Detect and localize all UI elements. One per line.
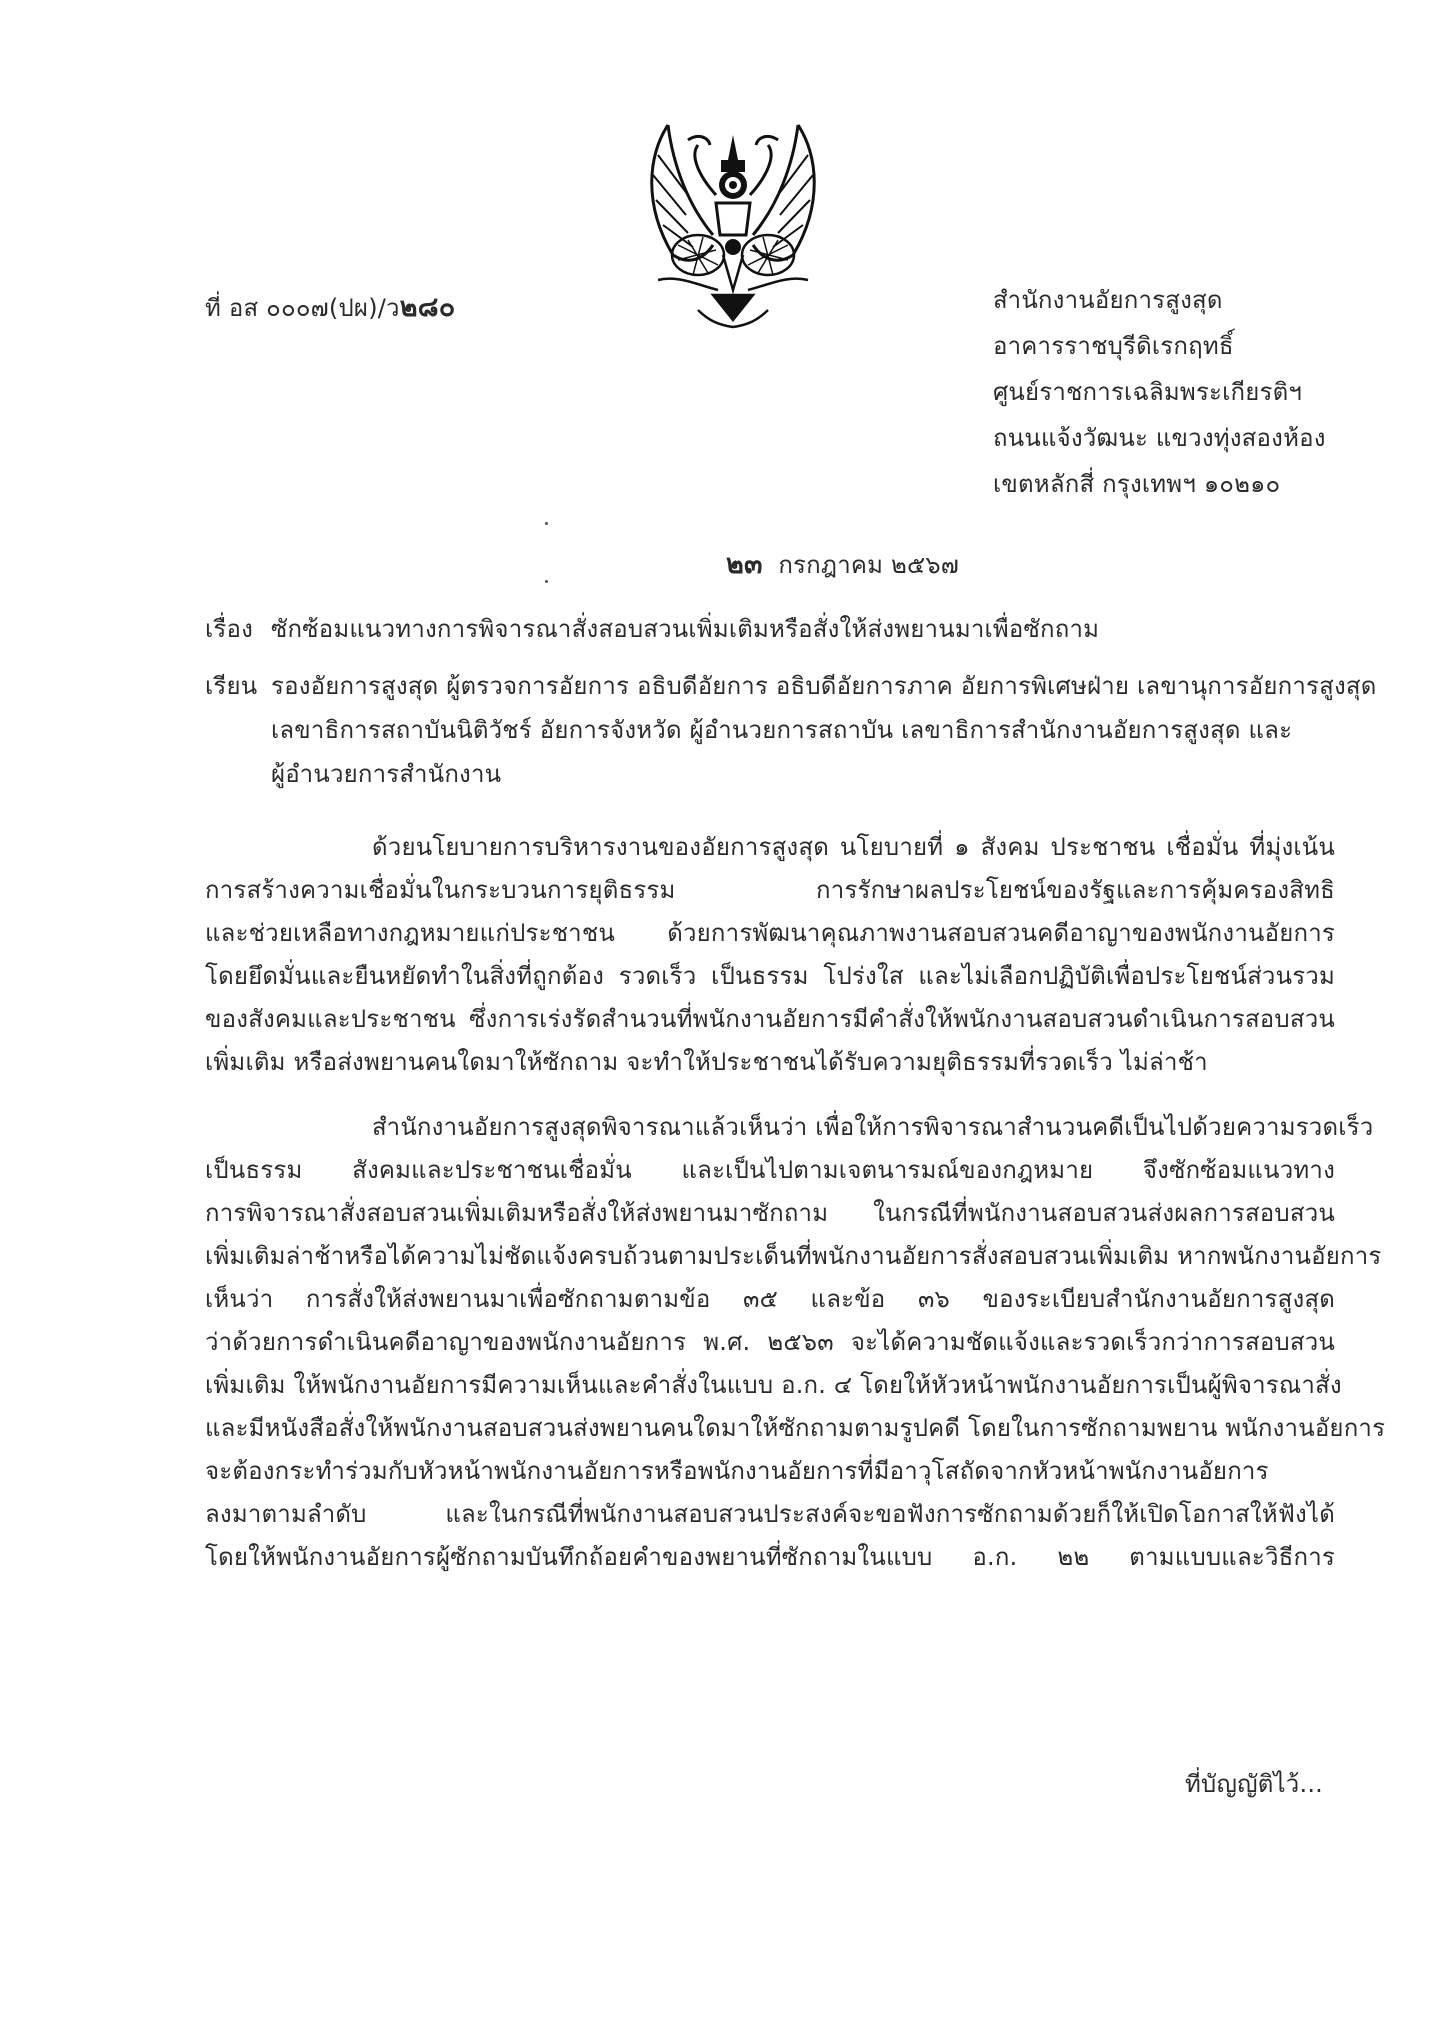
paragraph-line: และช่วยเหลือทางกฎหมายแก่ประชาชน ด้วยการพัฒนาคุณภาพงานสอบสวนคดีอาญาของพนักงานอัยการ	[205, 919, 1335, 947]
continuation-note: ที่บัญญัติไว้...	[1185, 1770, 1323, 1798]
paragraph-line: เพิ่มเติม ให้พนักงานอัยการมีความเห็นและคำสั่งในแบบ อ.ก. ๔ โดยให้หัวหน้าพนักงานอัยการเป็นผู้พิจารณาสั่ง	[205, 1371, 1342, 1399]
paragraph-line: เพิ่มเติม หรือส่งพยานคนใดมาให้ซักถาม จะทำให้ประชาชนได้รับความยุติธรรมที่รวดเร็ว ไม่ล่าช้า	[205, 1048, 1208, 1076]
paragraph-line: การพิจารณาสั่งสอบสวนเพิ่มเติมหรือสั่งให้ส่งพยานมาซักถาม ในกรณีที่พนักงานสอบสวนส่งผลการสอบสวน	[205, 1199, 1335, 1227]
address-line: เขตหลักสี่ กรุงเทพฯ ๑๐๒๑๐	[993, 470, 1281, 498]
scan-speck	[545, 580, 548, 583]
paragraph-line: ด้วยนโยบายการบริหารงานของอัยการสูงสุด นโยบายที่ ๑ สังคม ประชาชน เชื่อมั่น ที่มุ่งเน้น	[372, 833, 1335, 861]
subject-line	[205, 607, 1099, 651]
scan-speck	[545, 522, 548, 525]
document-number-value: ๒๘๐	[399, 292, 456, 323]
paragraph-line: จะต้องกระทำร่วมกับหัวหน้าพนักงานอัยการหรือพนักงานอัยการที่มีอาวุโสถัดจากหัวหน้าพนักงานอัยการ	[205, 1457, 1269, 1485]
date-day: ๒๓	[726, 549, 763, 580]
recipient-label: เรียน	[205, 672, 258, 700]
address-line: สำนักงานอัยการสูงสุด	[993, 286, 1223, 314]
paragraph-line: โดยยึดมั่นและยืนหยัดทำในสิ่งที่ถูกต้อง รวดเร็ว เป็นธรรม โปร่งใส และไม่เลือกปฏิบัติเพื่อประโยชน์ส่วนรวม	[205, 962, 1335, 990]
paragraph-line: โดยให้พนักงานอัยการผู้ซักถามบันทึกถ้อยคำของพยานที่ซักถามในแบบ อ.ก. ๒๒ ตามแบบและวิธีการ	[205, 1543, 1335, 1571]
paragraph-line: สำนักงานอัยการสูงสุดพิจารณาแล้วเห็นว่า เพื่อให้การพิจารณาสำนวนคดีเป็นไปด้วยความรวดเร็ว	[372, 1113, 1374, 1141]
paragraph-line: เป็นธรรม สังคมและประชาชนเชื่อมั่น และเป็นไปตามเจตนารมณ์ของกฎหมาย จึงซักซ้อมแนวทาง	[205, 1156, 1335, 1184]
document-number-prefix: ที่ อส ๐๐๐๗(ปผ)/ว	[205, 294, 400, 322]
paragraph-line: ว่าด้วยการดำเนินคดีอาญาของพนักงานอัยการ พ.ศ. ๒๕๖๓ จะได้ความชัดแจ้งและรวดเร็วกว่าการสอบสวน	[205, 1328, 1335, 1356]
recipient-line: เลขาธิการสถาบันนิติวัชร์ อัยการจังหวัด ผู้อำนวยการสถาบัน เลขาธิการสำนักงานอัยการสูงสุด และ	[271, 716, 1293, 744]
body-paragraph-1	[205, 825, 1335, 1083]
recipient-line: รองอัยการสูงสุด ผู้ตรวจการอัยการ อธิบดีอัยการ อธิบดีอัยการภาค อัยการพิเศษฝ่าย เลขานุการอัยการสูงสุด	[271, 672, 1377, 700]
paragraph-line: และมีหนังสือสั่งให้พนักงานสอบสวนส่งพยานคนใดมาให้ซักถามตามรูปคดี โดยในการซักถามพยาน พนักงานอัยการ	[205, 1414, 1386, 1442]
address-line: ถนนแจ้งวัฒนะ แขวงทุ่งสองห้อง	[993, 424, 1326, 452]
paragraph-line: ของสังคมและประชาชน ซึ่งการเร่งรัดสำนวนที่พนักงานอัยการมีคำสั่งให้พนักงานสอบสวนดำเนินการสอบสวน	[205, 1005, 1335, 1033]
address-line: ศูนย์ราชการเฉลิมพระเกียรติฯ	[993, 378, 1303, 406]
document-date	[726, 543, 959, 587]
subject-label: เรื่อง	[205, 615, 254, 643]
sender-address	[993, 278, 1326, 508]
document-number	[205, 286, 455, 330]
garuda-emblem-icon	[628, 115, 838, 330]
paragraph-line: เพิ่มเติมล่าช้าหรือได้ความไม่ชัดแจ้งครบถ้วนตามประเด็นที่พนักงานอัยการสั่งสอบสวนเพิ่มเติม หากพนักงานอัยการ	[205, 1242, 1382, 1270]
subject-text: ซักซ้อมแนวทางการพิจารณาสั่งสอบสวนเพิ่มเติมหรือสั่งให้ส่งพยานมาเพื่อซักถาม	[271, 615, 1100, 643]
recipient-line: ผู้อำนวยการสำนักงาน	[271, 760, 502, 788]
body-paragraph-2	[205, 1105, 1386, 1578]
recipient-block	[205, 664, 1377, 796]
paragraph-line: ลงมาตามลำดับ และในกรณีที่พนักงานสอบสวนประสงค์จะขอฟังการซักถามด้วยก็ให้เปิดโอกาสให้ฟังได้	[205, 1500, 1335, 1528]
date-month-year: กรกฎาคม ๒๕๖๗	[778, 551, 960, 579]
paragraph-line: การสร้างความเชื่อมั่นในกระบวนการยุติธรรม การรักษาผลประโยชน์ของรัฐและการคุ้มครองสิทธิ	[205, 876, 1335, 904]
paragraph-line: เห็นว่า การสั่งให้ส่งพยานมาเพื่อซักถามตามข้อ ๓๕ และข้อ ๓๖ ของระเบียบสำนักงานอัยการสูงสุด	[205, 1285, 1335, 1313]
address-line: อาคารราชบุรีดิเรกฤทธิ์	[993, 332, 1234, 360]
